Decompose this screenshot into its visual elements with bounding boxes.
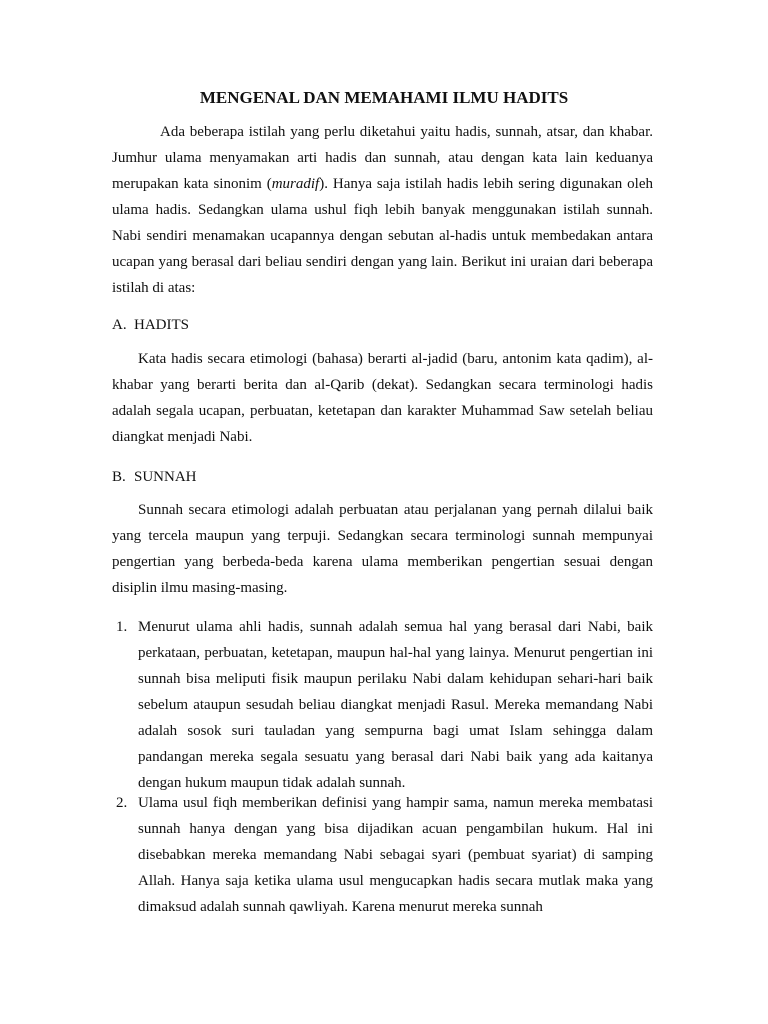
- section-letter: B.: [112, 469, 126, 485]
- list-item: [112, 614, 653, 796]
- intro-text-part1: Ada beberapa istilah yang perlu diketahui yaitu hadis, sunnah, atsar, dan khabar. Jumhur ulama menyamakan arti hadis dan sunnah, atau dengan kata lain keduanya merupakan kata sinonim (: [112, 124, 653, 192]
- list-item-number: 2.: [116, 795, 128, 811]
- section-heading-text: HADITS: [134, 317, 189, 333]
- intro-text-part2: ). Hanya saja istilah hadis lebih sering digunakan oleh ulama hadis. Sedangkan ulama ushul fiqh lebih banyak menggunakan istilah sunnah. Nabi sendiri menamakan ucapannya dengan sebutan al-hadis untuk membedakan antara ucapan yang berasal dari beliau sendiri dengan yang lain. Berikut ini uraian dari beberapa istilah di atas:: [112, 176, 653, 296]
- section-body-hadits: Kata hadis secara etimologi (bahasa) berarti al-jadid (baru, antonim kata qadim), al-khabar yang berarti berita dan al-Qarib (dekat). Sedangkan secara terminologi hadis adalah segala ucapan, perbuatan, ketetapan dan karakter Muhammad Saw setelah beliau diangkat menjadi Nabi.: [112, 351, 653, 445]
- list-item: [112, 790, 653, 920]
- document-title: MENGENAL DAN MEMAHAMI ILMU HADITS: [199, 88, 569, 107]
- section-letter: A.: [112, 317, 127, 333]
- section-heading-text: SUNNAH: [134, 469, 197, 485]
- section-heading-sunnah: [112, 464, 197, 490]
- section-body-sunnah: Sunnah secara etimologi adalah perbuatan atau perjalanan yang pernah dilalui baik yang tercela maupun yang terpuji. Sedangkan secara terminologi sunnah mempunyai pengertian yang berbeda-beda karena ulama memberikan pengertian sesuai dengan disiplin ilmu masing-masing.: [112, 502, 653, 596]
- list-item-number: 1.: [116, 619, 128, 635]
- intro-paragraph: [112, 119, 653, 301]
- intro-italic-term: muradif: [271, 176, 320, 192]
- list-item-text: Menurut ulama ahli hadis, sunnah adalah semua hal yang berasal dari Nabi, baik perkataan, perbuatan, ketetapan, maupun hal-hal yang lainya. Menurut pengertian ini sunnah bisa meliputi fisik maupun perilaku Nabi dalam kehidupan sehari-hari baik sebelum ataupun sesudah beliau diangkat menjadi Rasul. Mereka memandang Nabi adalah sosok suri tauladan yang sempurna bagi umat Islam sehingga dalam pandangan mereka segala sesuatu yang berasal dari Nabi baik yang ada kaitanya dengan hukum maupun tidak adalah sunnah.: [138, 619, 653, 791]
- list-item-text: Ulama usul fiqh memberikan definisi yang hampir sama, namun mereka membatasi sunnah hanya dengan yang bisa dijadikan acuan pengambilan hukum. Hal ini disebabkan mereka memandang Nabi sebagai syari (pembuat syariat) di samping Allah. Hanya saja ketika ulama usul mengucapkan hadis secara mutlak maka yang dimaksud adalah sunnah qawliyah. Karena menurut mereka sunnah: [138, 795, 653, 915]
- section-heading-hadits: [112, 312, 189, 338]
